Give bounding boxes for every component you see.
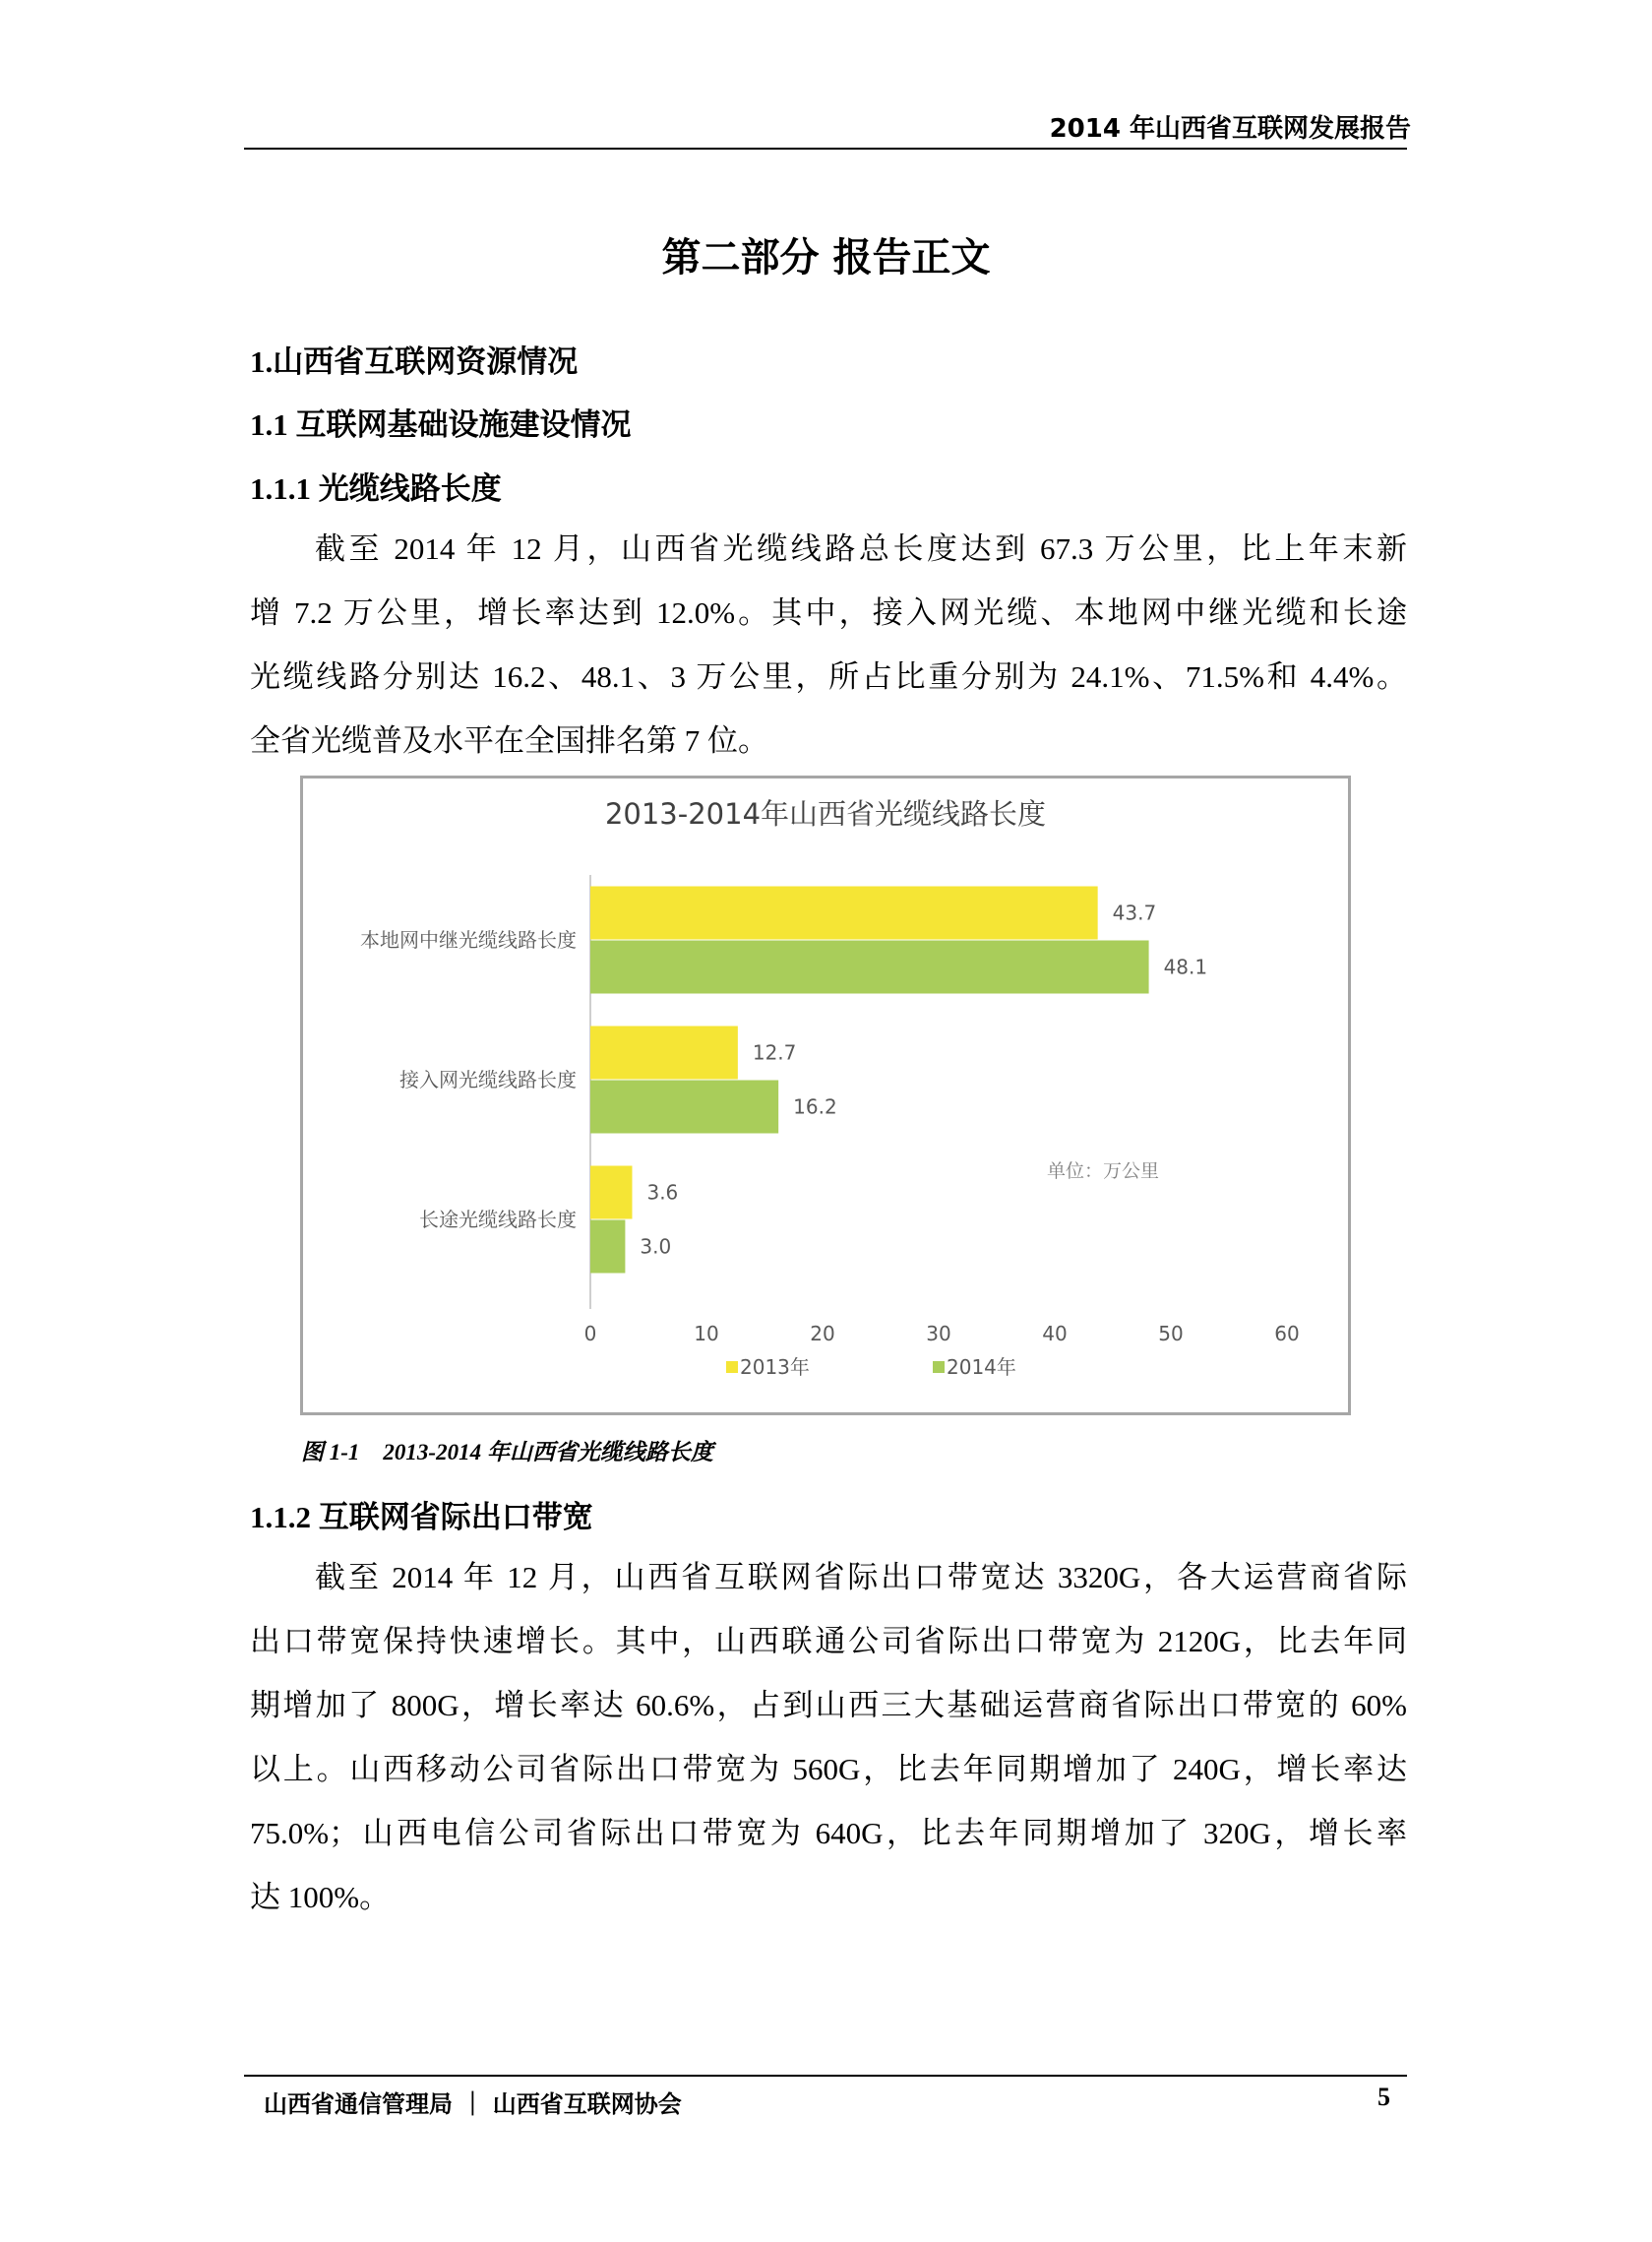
data-label: 3.0 [640,1234,672,1259]
paragraph-line: 截至 2014 年 12 月，山西省互联网省际出口带宽达 3320G，各大运营商省际 [315,1560,1407,1594]
section-heading-1: 1.山西省互联网资源情况 [250,344,579,379]
paragraph-line: 出口带宽保持快速增长。其中，山西联通公司省际出口带宽为 2120G，比去年同 [250,1624,1407,1658]
x-tick-label: 60 [1274,1322,1300,1345]
paragraph-fiber-length [250,517,1407,773]
paragraph-line: 光缆线路分别达 16.2、48.1、3 万公里，所占比重分别为 24.1%、71.5%和 4.4%。 [250,659,1407,694]
figure-caption-text: 2013-2014 年山西省光缆线路长度 [383,1440,713,1464]
footer-rule [244,2075,1407,2077]
unit-note: 单位：万公里 [1046,1160,1159,1182]
legend-swatch [933,1361,945,1373]
category-label: 长途光缆线路长度 [419,1208,577,1231]
x-tick-label: 0 [583,1322,597,1345]
data-label: 12.7 [752,1040,797,1065]
paragraph-line: 全省光缆普及水平在全国排名第 7 位。 [250,723,768,758]
data-label: 43.7 [1112,901,1157,925]
header-title: 2014 年山西省互联网发展报告 [1049,114,1411,144]
category-label: 接入网光缆线路长度 [399,1068,577,1091]
header-rule [244,148,1407,150]
paragraph-bandwidth [250,1545,1407,1929]
section-heading-1-1-1: 1.1.1 光缆线路长度 [250,471,502,506]
paragraph-line: 截至 2014 年 12 月，山西省光缆线路总长度达到 67.3 万公里，比上年末新 [315,531,1407,566]
paragraph-line: 以上。山西移动公司省际出口带宽为 560G，比去年同期增加了 240G，增长率达 [250,1752,1407,1786]
x-tick-label: 20 [810,1322,835,1345]
page-number: 5 [1377,2083,1390,2111]
chart-legend [726,1355,1016,1379]
bar [590,1220,625,1274]
paragraph-line: 75.0%；山西电信公司省际出口带宽为 640G，比去年同期增加了 320G，增长率 [250,1816,1407,1850]
bar [590,941,1149,994]
paragraph-line: 期增加了 800G，增长率达 60.6%，占到山西三大基础运营商省际出口带宽的 60% [250,1688,1407,1722]
x-tick-label: 50 [1158,1322,1184,1345]
bar [590,887,1098,940]
category-label: 本地网中继光缆线路长度 [360,928,577,952]
x-tick-label: 10 [694,1322,719,1345]
chart-title: 2013-2014年山西省光缆线路长度 [604,797,1047,831]
bar [590,1081,778,1134]
legend-swatch [726,1361,738,1373]
legend-label: 2013年 [740,1355,810,1379]
x-tick-label: 30 [926,1322,951,1345]
bar [590,1027,738,1080]
section-heading-1-1: 1.1 互联网基础设施建设情况 [250,407,632,442]
paragraph-line: 增 7.2 万公里，增长率达到 12.0%。其中，接入网光缆、本地网中继光缆和长途 [250,595,1407,630]
x-tick-label: 40 [1042,1322,1068,1345]
fiber-length-chart [300,776,1351,1415]
bar [590,1166,632,1219]
part-title: 第二部分 报告正文 [661,235,991,280]
figure-number: 图 1-1 [301,1440,360,1464]
figure-caption [301,1434,713,1466]
plot-area [360,875,1300,1345]
paragraph-line: 达 100%。 [250,1880,391,1914]
footer-organizations: 山西省通信管理局 ｜ 山西省互联网协会 [264,2090,682,2118]
data-label: 16.2 [793,1094,837,1119]
chart-svg [303,778,1348,1412]
data-label: 3.6 [646,1180,679,1205]
data-label: 48.1 [1163,955,1208,979]
legend-label: 2014年 [947,1355,1016,1379]
section-heading-1-1-2: 1.1.2 互联网省际出口带宽 [250,1500,593,1534]
